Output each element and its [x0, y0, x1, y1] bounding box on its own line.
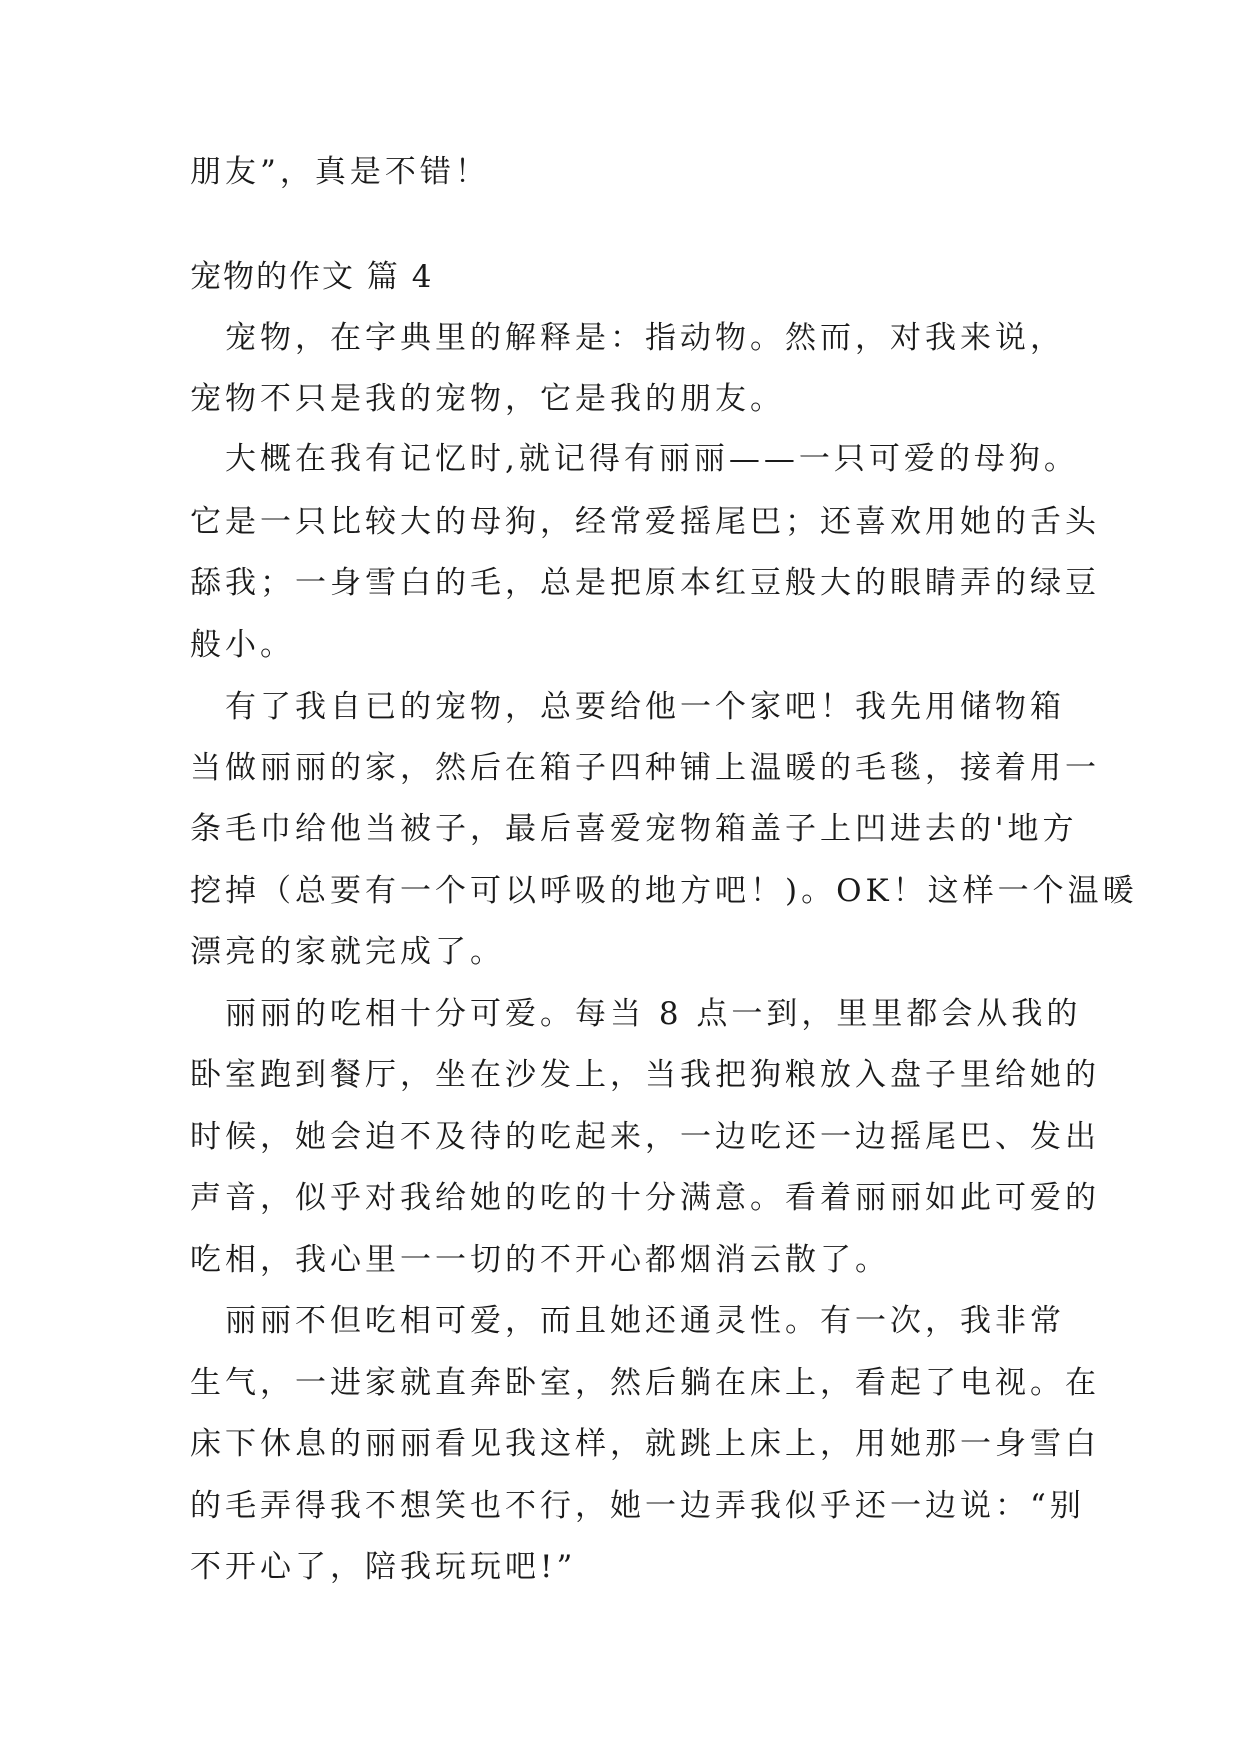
text-line: 不开心了，陪我玩玩吧!” — [190, 1549, 577, 1585]
text-line: 吃相，我心里一一切的不开心都烟消云散了。 — [190, 1242, 890, 1278]
text-line: 有了我自已的宠物，总要给他一个家吧！我先用储物箱 — [190, 689, 1065, 725]
text-line: 时候，她会迫不及待的吃起来，一边吃还一边摇尾巴、发出 — [190, 1119, 1100, 1155]
text-line: 它是一只比较大的母狗，经常爱摇尾巴；还喜欢用她的舌头 — [190, 504, 1100, 540]
text-line: 挖掉（总要有一个可以呼吸的地方吧！)。OK！这样一个温暖 — [190, 873, 1138, 909]
text-line: 条毛巾给他当被子，最后喜爱宠物箱盖子上凹进去的'地方 — [190, 811, 1078, 847]
text-line: 声音，似乎对我给她的吃的十分满意。看着丽丽如此可爱的 — [190, 1180, 1100, 1216]
text-line: 朋友”，真是不错！ — [190, 154, 490, 190]
text-line: 的毛弄得我不想笑也不行，她一边弄我似乎还一边说：“别 — [190, 1488, 1085, 1524]
text-line: 舔我；一身雪白的毛，总是把原本红豆般大的眼睛弄的绿豆 — [190, 565, 1100, 601]
text-line: 宠物，在字典里的解释是：指动物。然而，对我来说， — [190, 320, 1065, 356]
text-line: 丽丽的吃相十分可爱。每当 8 点一到，里里都会从我的 — [190, 996, 1082, 1032]
text-line: 般小。 — [190, 627, 295, 663]
text-line: 床下休息的丽丽看见我这样，就跳上床上，用她那一身雪白 — [190, 1426, 1100, 1462]
text-line: 卧室跑到餐厅，坐在沙发上，当我把狗粮放入盘子里给她的 — [190, 1057, 1100, 1093]
text-line: 当做丽丽的家，然后在箱子四种铺上温暖的毛毯，接着用一 — [190, 750, 1100, 786]
text-line: 漂亮的家就完成了。 — [190, 934, 505, 970]
text-line: 丽丽不但吃相可爱，而且她还通灵性。有一次，我非常 — [190, 1303, 1065, 1339]
text-line: 生气，一进家就直奔卧室，然后躺在床上，看起了电视。在 — [190, 1365, 1100, 1401]
text-line: 宠物不只是我的宠物，它是我的朋友。 — [190, 381, 785, 417]
section-title: 宠物的作文 篇 4 — [190, 259, 434, 295]
text-line: 大概在我有记忆时,就记得有丽丽——一只可爱的母狗。 — [190, 441, 1079, 477]
